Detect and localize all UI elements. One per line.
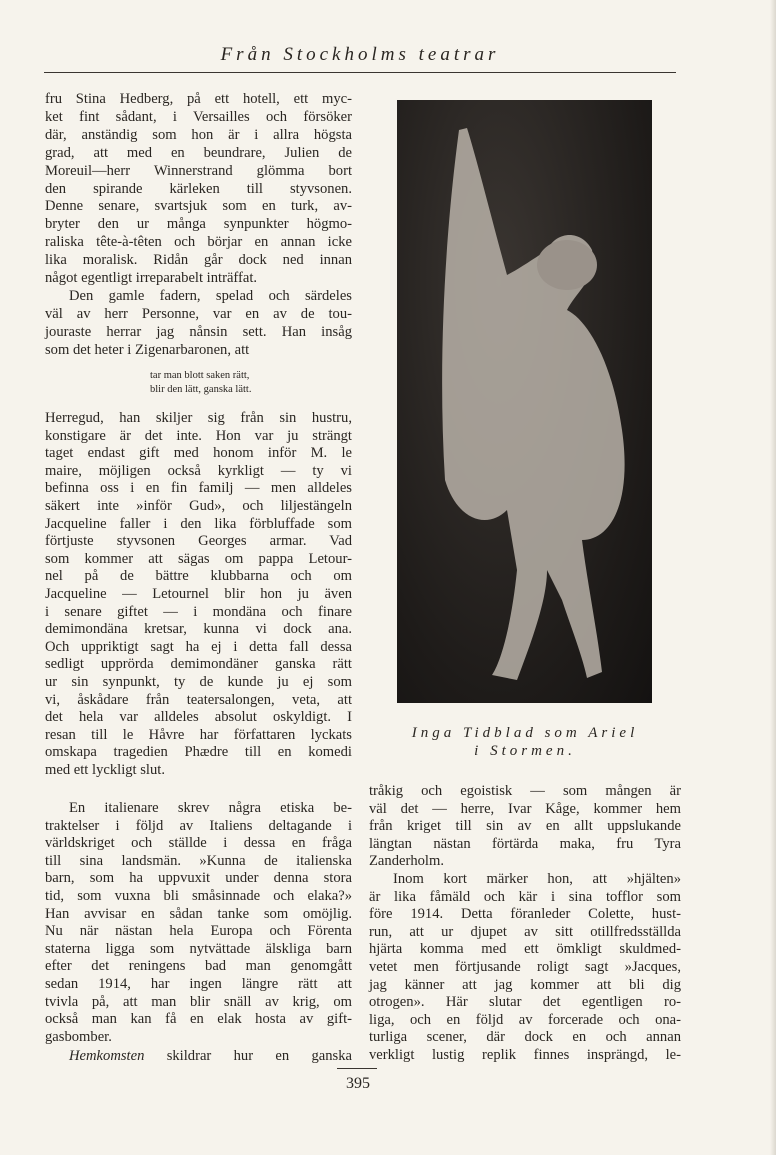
text-line: Jacqueline — Letournel blir hon ju även: [45, 585, 352, 602]
text-line: säkert inte »inför Gud», och liljestängeln: [45, 497, 352, 514]
left-column-block-1: [45, 91, 352, 360]
text-line: En italienare skrev några etiska be-: [69, 800, 352, 816]
text-line: omskapa tragedien Phædre till en komedi: [45, 744, 352, 761]
text-line: den spirande kärleken till styvsonen.: [45, 180, 352, 197]
text-line: väl av herr Personne, var en av de tou-: [45, 305, 352, 322]
text-line: verkligt lustig replik finnes insprängd, le-: [369, 1046, 681, 1063]
text-line: turliga scener, där dock en och annan: [369, 1029, 681, 1046]
text-line: gasbomber.: [45, 1028, 112, 1045]
text-line: Denne senare, svartsjuk som en turk, av-: [45, 198, 352, 215]
photograph: [397, 100, 652, 703]
left-column-block-2: [45, 410, 352, 779]
text-line: Moreuil—herr Winnerstrand glömma bort: [45, 162, 352, 179]
text-line: ur sin synpunkt, ty de kunde ju ej som: [45, 673, 352, 690]
text-line: liga, och en följd av forcerade och ona-: [369, 1011, 681, 1028]
running-title: Från Stockholms teatrar: [220, 44, 500, 65]
text-line: tid, som vuxna bli småsinnade och elaka?»: [45, 887, 352, 904]
text-line: maire, möjligen också kyrkligt — ty vi: [45, 462, 352, 479]
text-line: demimondäna kretsar, kunna vi dock ana.: [45, 621, 352, 638]
page-edge: [770, 0, 776, 1155]
footer-rule: [337, 1068, 377, 1069]
text-line: jag känner att jag kommer att bli dig: [369, 976, 681, 993]
left-column-block-3: [45, 800, 352, 1046]
text-line: efter det reningens bad man genomgått: [45, 958, 352, 975]
text-line: Herregud, han skiljer sig från sin hustru,: [45, 410, 352, 426]
text-line: lika moralisk. Ridån går dock ned innan: [45, 252, 352, 269]
text-line: är lika fåmäld och kär i sina tofflor som: [369, 888, 681, 905]
text-line: Och uppriktigt sagt ha ej i detta fall dessa: [45, 638, 352, 655]
play-title: Hemkomsten: [69, 1048, 145, 1064]
text-line: Den gamle fadern, spelad och särdeles: [69, 287, 352, 304]
text-line: Han avvisar en sådan tanke som omöjlig.: [45, 905, 352, 922]
text-line: där, anständig som hon är i allra högsta: [45, 126, 352, 143]
verse-line: blir den lätt, ganska lätt.: [150, 384, 252, 395]
text-line: hjärta komma med ett ömkligt skuldmed-: [369, 941, 681, 958]
text-line: något egentligt irreparabelt inträffat.: [45, 270, 258, 287]
text-line: jouraste herrar jag nånsin sett. Han insåg: [45, 323, 352, 340]
text-line: Zanderholm.: [369, 853, 444, 870]
text-line: konstigare är det inte. Hon var ju strängt: [45, 427, 352, 444]
text-line: traktelser i följd av Italiens deltagande i: [45, 817, 352, 834]
dancer-figure-image: [397, 100, 652, 703]
text-line: otrogen». Här slutar det egentligen ro-: [369, 994, 681, 1011]
text-line: grad, att med en beundrare, Julien de: [45, 144, 352, 161]
header-rule: [44, 72, 676, 73]
text-line: som kommer att sägas om pappa Letour-: [45, 550, 352, 567]
right-column: [369, 783, 681, 1065]
text-line: längtan nästan förtärda maka, fru Tyra: [369, 835, 681, 852]
text-line: vetet men förtjusande roligt sagt »Jacques,: [369, 958, 681, 975]
text-line: förtjuste styvsonen Georges armar. Vad: [45, 533, 352, 550]
text-line: till sina landsmän. »Kunna de italienska: [45, 852, 352, 869]
photo-caption: Inga Tidblad som Ariel i Stormen.: [411, 725, 639, 759]
text-line: Jacqueline faller i den lika förbluffade som: [45, 515, 352, 532]
text-line: sedligt upprörda demimondäner ganska rätt: [45, 656, 352, 673]
text-line: som det heter i Zigenarbaronen, att: [45, 341, 250, 358]
text-line: barn, som ha uppvuxit under denna stora: [45, 870, 352, 887]
text-line: tråkig och egoistisk — som mången är: [369, 783, 681, 799]
text-line: resan till le Håvre har författaren lyckats: [45, 726, 352, 743]
text-line: Inom kort märker hon, att »hjälten»: [393, 870, 681, 887]
text-line: staterna ligga som nytvättade älskliga barn: [45, 940, 352, 957]
text-line: väl det — herre, Ivar Kåge, kommer hem: [369, 800, 681, 817]
text-line: ket fint sådant, i Versailles och försöker: [45, 108, 352, 125]
text-line: bryter den ur många synpunkter högmo-: [45, 216, 352, 233]
text-line: också man kan få en elak hosta av gift-: [45, 1011, 352, 1028]
verse-quote: [150, 369, 251, 397]
text-line: i senare giftet — i mondäna och finare: [45, 603, 352, 620]
text-line: från kriget till sin av en allt uppslukande: [369, 818, 681, 835]
text-line: run, att ur djupet av sitt otillfredsställda: [369, 923, 681, 940]
text-line: befinna oss i en fin familj — men alldeles: [45, 480, 352, 497]
text-line: vi, åskådare från teatersalongen, veta, att: [45, 691, 352, 708]
text-line: raliska tête-à-têten och börjar en annan icke: [45, 234, 352, 251]
text-line: sedan 1914, har ingen längre rätt att: [45, 975, 352, 992]
verse-line: tar man blott saken rätt,: [150, 370, 250, 381]
text-line: tvivla på, att man blir snäll av krig, om: [45, 993, 352, 1010]
page-number: 395: [346, 1075, 370, 1092]
text-line: taget endast gift med honom inför M. le: [45, 445, 352, 462]
text-line: före 1914. Detta föranleder Colette, hust-: [369, 906, 681, 923]
left-column-last-line: Hemkomsten skildrar hur en ganska: [69, 1048, 352, 1064]
text-line: nel på de bättre klubbarna och om: [45, 568, 352, 585]
text-line: med ett lyckligt slut.: [45, 761, 165, 778]
text-line: Nu när nästan hela Europa och Förenta: [45, 923, 352, 940]
text-line: det hela var alldeles absolut oskyldigt. I: [45, 709, 352, 726]
text-line: fru Stina Hedberg, på ett hotell, ett myc-: [45, 91, 352, 107]
text-line: världskriget och ställde i dessa en fråga: [45, 835, 352, 852]
